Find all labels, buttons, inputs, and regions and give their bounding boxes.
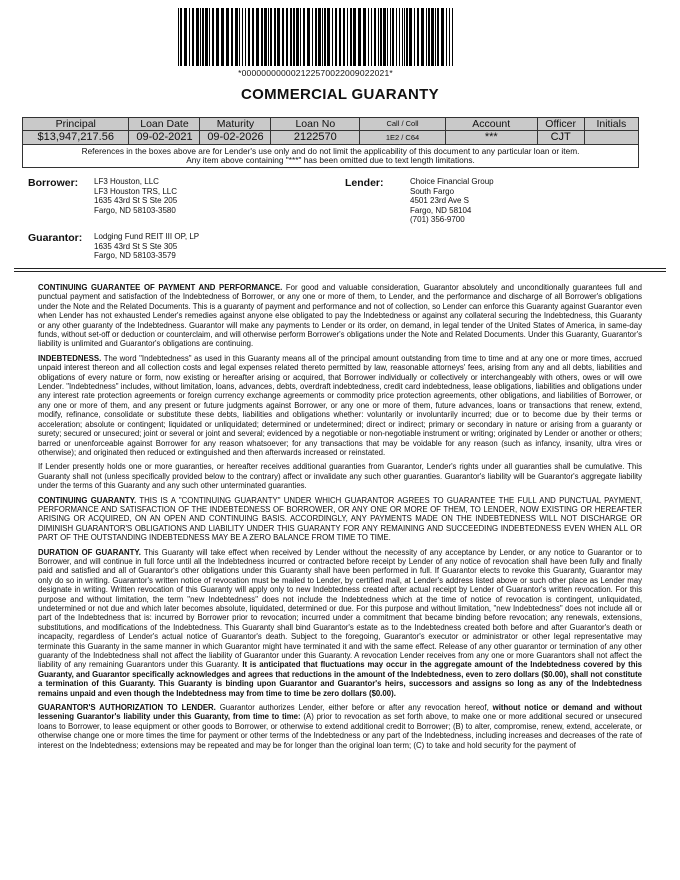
- guarantor-block: [94, 232, 199, 261]
- page-title: COMMERCIAL GUARANTY: [241, 86, 439, 103]
- header-principal: Principal: [23, 118, 129, 131]
- section-bold-text: It is anticipated that fluctuations may occur in the aggregate amount of the Indebtedness covered by this Guaranty, and Guarantor specifically acknowledges and agrees that reductions in the amount of the Indebtedness, even to zero dollars ($0.00), shall not constitute a termination of this Guaranty. This Guaranty is binding upon Guarantor and Guarantor's heirs, successors and assigns so long as any of the Indebtedness remains unpaid and even though the Indebtedness may from time to time be zero dollars ($0.00).: [38, 660, 642, 698]
- borrower-line: Fargo, ND 58103-3580: [94, 205, 176, 215]
- lender-line: South Fargo: [410, 186, 455, 196]
- lender-block: [410, 177, 494, 225]
- principal-value: $13,947,217.56: [23, 131, 129, 145]
- maturity-value: 09-02-2026: [200, 131, 271, 145]
- guarantor-label: Guarantor:: [28, 232, 83, 244]
- table-note-row: [23, 145, 639, 168]
- section-text: For good and valuable consideration, Guarantor absolutely and unconditionally guarantees full and punctual payment and satisfaction of the Indebtedness of Borrower, or any one or more of them, to Lender, and the performance and discharge of all Borrower's obligations under the Note and the Related Documents. This is a guaranty of payment and performance and not of collection, so Lender can enforce this Guaranty against Guarantor even when Lender has not exhausted Lender's remedies against anyone else obligated to pay the Indebtedness or against any collateral securing the Indebtedness, this Guaranty or any other guaranty of the Indebtedness. Guarantor will make any payments to Lender or its order, on demand, in legal tender of the United States of America, in same-day funds, without set-off or deduction or counterclaim, and will otherwise perform Borrower's obligations under the Note and Related Documents. Under this Guaranty, Guarantor's liability is unlimited and Guarantor's obligations are continuing.: [38, 283, 643, 349]
- section-indebtedness: [38, 354, 642, 457]
- section-authorization: [38, 703, 642, 750]
- header-loan-no: Loan No: [271, 118, 360, 131]
- table-note: [23, 145, 639, 168]
- borrower-label: Borrower:: [28, 177, 79, 189]
- call-coll-value: 1E2 / C64: [360, 131, 446, 145]
- section-text: If Lender presently holds one or more guaranties, or hereafter receives additional guaranties from Guarantor, Lender's rights under all guaranties shall be cumulative. This Guaranty shall not (unless specifically provided below to the contrary) affect or invalidate any such other guaranties. Guarantor's liability will be Guarantor's aggregate liability under the terms of this Guaranty and any such other unterminated guaranties.: [38, 462, 642, 491]
- section-heading: CONTINUING GUARANTEE OF PAYMENT AND PERFORMANCE.: [38, 283, 283, 292]
- table-header-row: [23, 118, 639, 131]
- header-maturity: Maturity: [200, 118, 271, 131]
- section-text: (A) prior to revocation as set forth above, to make one or more additional secured or unsecured loans to Borrower, to lease equipment or other goods to Borrower, or otherwise to extend additional credit to Borrower; (B) to alter, compromise, renew, extend, accelerate, or otherwise change one or more times the time for payment or other terms of the Indebtedness or any part of the Indebtedness, including increases and decreases of the rate of interest on the Indebtedness; extensions may be repeated and may be for longer than the original loan term; (C) to take and hold security for the payment of: [38, 712, 643, 750]
- header-account: Account: [445, 118, 537, 131]
- section-heading: DURATION OF GUARANTY.: [38, 547, 141, 557]
- section-text: The word "Indebtedness" as used in this Guaranty means all of the principal amount outstanding from time to time and at any one or more times, accrued unpaid interest thereon and all collection costs and legal expenses related thereto permitted by law, reasonable attorneys' fees, arising from any and all debts, liabilities and obligations of every nature or form, now existing or hereafter arising or acquired, that Borrower individually or collectively or interchangeably with others, owes or will owe Lender. "Indebtedness" includes, without limitation, loans, advances, debts, overdraft indebtedness, credit card indebtedness, lease obligations, liabilities and obligations under any interest rate protection agreements or foreign currency exchange agreements or commodity price protection agreements, other obligations, and liabilities of Borrower, or any one or more of them, and any present or future judgments against Borrower, or any one or more of them, future advances, loans or transactions that renew, extend, modify, refinance, consolidate or substitute these debts, liabilities and obligations whether: voluntarily or involuntarily incurred; due or to become due by their terms or acceleration; absolute or contingent; liquidated or unliquidated; determined or undetermined; direct or indirect; primary or secondary in nature or arising from a guaranty or surety; secured or unsecured; joint or several or joint and several; evidenced by a negotiable or non-negotiable instrument or writing; originated by Lender or another or others; barred or unenforceable against Borrower for any reason whatsoever; for any transactions that may be voidable for any reason (such as infancy, insanity, ultra vires or otherwise); and originated then reduced or extinguished and then afterwards increased or reinstated.: [38, 353, 642, 457]
- account-value: ***: [445, 131, 537, 145]
- section-heading: CONTINUING GUARANTY.: [38, 495, 137, 505]
- note-line-1: References in the boxes above are for Lender's use only and do not limit the applicability of this document to any particular loan or item.: [81, 145, 580, 156]
- lender-line: Choice Financial Group: [410, 177, 494, 186]
- section-text: This Guaranty will take effect when received by Lender without the necessity of any acceptance by Lender, or any notice to Guarantor or to Borrower, and will continue in full force until all the Indebtedness incurred or contracted before receipt by Lender of any notice of revocation shall have been fully and finally paid and satisfied and all of Guarantor's other obligations under this Guaranty shall have been performed in full. If Guarantor elects to revoke this Guaranty, Guarantor may only do so in writing. Guarantor's written notice of revocation must be mailed to Lender, by certified mail, at Lender's address listed above or such other place as Lender may designate in writing. Written revocation of this Guaranty will apply only to new Indebtedness created after actual receipt by Lender of Guarantor's written revocation. For this purpose and without limitation, the term "new Indebtedness" does not include the Indebtedness which at the time of notice of revocation is contingent, unliquidated, undetermined or not due and which later becomes absolute, liquidated, determined or due. For this purpose and without limitation, "new Indebtedness" does not include all or part of the Indebtedness that is: incurred by Borrower prior to revocation; incurred under a commitment that became binding before revocation; any renewals, extensions, substitutions, and modifications of the Indebtedness. This Guaranty shall bind Guarantor's estate as to the Indebtedness created both before and after Guarantor's death or incapacity, regardless of Lender's actual notice of Guarantor's death. Subject to the foregoing, Guarantor's executor or administrator or other legal representative may terminate this Guaranty in the same manner in which Guarantor might have terminated it and with the same effect. Release of any other guarantor or termination of any other guaranty of the Indebtedness shall not affect the liability of Guarantor under this Guaranty. A revocation Lender receives from any one or more Guarantors shall not affect the liability of any remaining Guarantors under this Guaranty.: [38, 547, 642, 670]
- lender-line: 4501 23rd Ave S: [410, 196, 470, 206]
- table-row: [23, 131, 639, 145]
- header-call-coll: Call / Coll: [360, 118, 446, 131]
- lender-line: Fargo, ND 58104: [410, 205, 472, 215]
- borrower-line: 1635 43rd St S Ste 205: [94, 196, 178, 206]
- divider: [14, 268, 666, 269]
- loan-no-value: 2122570: [271, 131, 360, 145]
- section-text: THIS IS A "CONTINUING GUARANTY" UNDER WHICH GUARANTOR AGREES TO GUARANTEE THE FULL AND PUNCTUAL PAYMENT, PERFORMANCE AND SATISFACTION OF THE INDEBTEDNESS OF BORROWER, OR ANY ONE OR MORE OF THEM, TO LENDER, NOW EXISTING OR HEREAFTER ARISING OR ACQUIRED, ON AN OPEN AND CONTINUING BASIS. ACCORDINGLY, ANY PAYMENTS MADE ON THE INDEBTEDNESS WILL NOT DISCHARGE OR DIMINISH GUARANTOR'S OBLIGATIONS AND LIABILITY UNDER THIS GUARANTY FOR ANY REMAINING AND SUCCEEDING INDEBTEDNESS EVEN WHEN ALL OR PART OF THE OUTSTANDING INDEBTEDNESS MAY BE A ZERO BALANCE FROM TIME TO TIME.: [38, 495, 642, 543]
- lender-line: (701) 356-9700: [410, 215, 465, 225]
- borrower-line: LF3 Houston TRS, LLC: [94, 186, 178, 196]
- divider: [14, 271, 666, 272]
- guaranty-body: [38, 283, 642, 755]
- section-continuing-guaranty: [38, 496, 642, 543]
- guarantor-line: Fargo, ND 58103-3579: [94, 251, 176, 261]
- section-heading: INDEBTEDNESS.: [38, 353, 102, 363]
- section-continuing-guarantee: [38, 283, 642, 349]
- header-officer: Officer: [537, 118, 584, 131]
- officer-value: CJT: [537, 131, 584, 145]
- section-duration: [38, 548, 642, 699]
- loan-summary-table: [22, 117, 639, 168]
- header-loan-date: Loan Date: [129, 118, 200, 131]
- lender-label: Lender:: [345, 177, 384, 189]
- initials-value: [584, 131, 638, 145]
- guarantor-line: 1635 43rd St S Ste 305: [94, 241, 178, 251]
- note-line-2: Any item above containing "***" has been omitted due to text length limitations.: [186, 155, 475, 165]
- borrower-line: LF3 Houston, LLC: [94, 177, 159, 186]
- guarantor-line: Lodging Fund REIT III OP, LP: [94, 232, 200, 241]
- barcode-text: *000000000002122570022009022021*: [238, 68, 393, 78]
- borrower-block: [94, 177, 177, 215]
- barcode-icon: [178, 8, 453, 66]
- section-heading: GUARANTOR'S AUTHORIZATION TO LENDER.: [38, 703, 216, 713]
- header-initials: Initials: [584, 118, 638, 131]
- section-multiple-guaranties: [38, 462, 642, 490]
- section-text: Guarantor authorizes Lender, either before or after any revocation hereof,: [219, 703, 489, 713]
- section-bold-text: without notice or demand and without lessening Guarantor's liability under this Guaranty, from time to time:: [38, 703, 642, 722]
- loan-date-value: 09-02-2021: [129, 131, 200, 145]
